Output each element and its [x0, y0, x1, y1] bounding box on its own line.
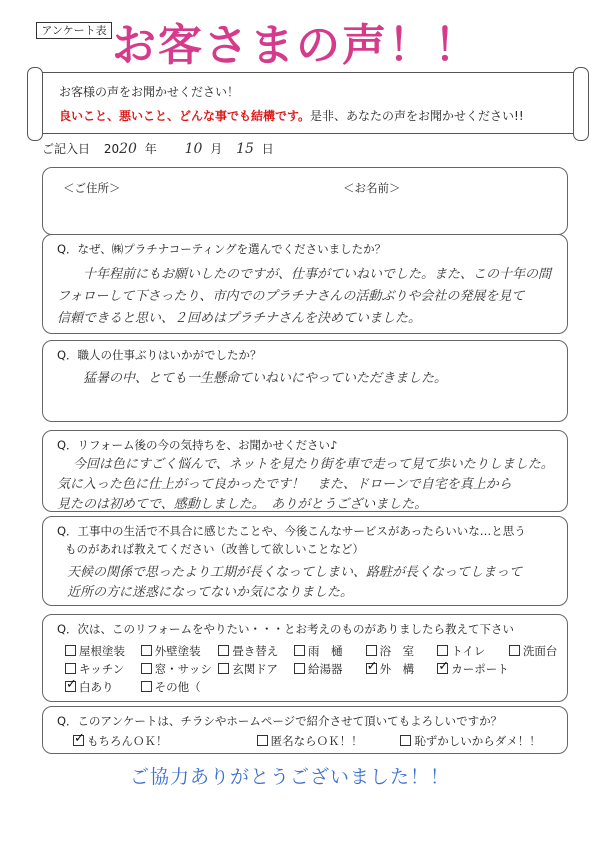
- checkbox[interactable]: [294, 645, 305, 656]
- option-carport[interactable]: ✓ カーポート: [437, 662, 509, 676]
- date-day-handwritten: 15: [236, 141, 254, 157]
- q1-answer-line: フォローして下さったり、市内でのプラチナさんの活動ぶりや会社の発展を見て: [57, 289, 525, 304]
- option-gutter[interactable]: 雨 樋: [294, 643, 362, 659]
- checkbox[interactable]: [141, 681, 152, 692]
- q4-question-line-1: Q．工事中の生活で不具合に感じたことや、今後こんなサービスがあったらいいな…と思う: [57, 524, 526, 538]
- q4-answer-line: 天候の関係で思ったより工期が長くなってしまい、路駐が長くなってしまって: [67, 565, 523, 580]
- checkbox-checked[interactable]: [366, 663, 377, 674]
- option-exterior[interactable]: ✓ 外 構: [366, 661, 434, 677]
- q2-box: [42, 340, 568, 422]
- option-no[interactable]: 恥ずかしいからダメ！！: [400, 734, 541, 748]
- q3-question: Q．リフォーム後の今の気持ちを、お聞かせください♪: [57, 438, 338, 452]
- q6-box: [42, 706, 568, 754]
- option-termite[interactable]: ✓白あり: [65, 679, 137, 695]
- date-day-unit: 日: [261, 142, 274, 156]
- date-month-handwritten: 10: [184, 141, 203, 157]
- option-entrance-door[interactable]: 玄関ドア: [218, 661, 290, 677]
- q5-box: [42, 614, 568, 702]
- option-roof-paint[interactable]: 屋根塗装: [65, 643, 137, 659]
- q3-answer-line: 今回は色にすごく悩んで、ネットを見たり街を車で走って見て歩いたりしました。: [73, 457, 554, 472]
- checkbox-checked[interactable]: [73, 735, 84, 746]
- q3-answer-line: 気に入った色に仕上がって良かったです！ また、ドローンで自宅を真上から: [57, 477, 512, 492]
- date-label: ご記入日: [42, 142, 91, 156]
- banner-line-2: [59, 107, 524, 124]
- q1-box: [42, 234, 568, 334]
- thank-you-message: ご協力ありがとうございました！！: [130, 766, 451, 788]
- checkbox[interactable]: [141, 645, 152, 656]
- fill-date: [42, 140, 274, 157]
- option-ok[interactable]: ✓もちろんＯＫ！: [73, 733, 253, 749]
- date-year-handwritten: 20: [119, 141, 137, 157]
- q3-answer-line: 見たのは初めてで、感動しました。 ありがとうございました。: [57, 497, 428, 512]
- banner-tail-text: 是非、あなたの声をお聞かせください!!: [310, 109, 524, 123]
- option-kitchen[interactable]: キッチン: [65, 661, 137, 677]
- name-label: ＜お名前＞: [343, 181, 401, 195]
- date-year-unit: 年: [144, 142, 157, 156]
- q1-answer-line: 十年程前にもお願いしたのですが、仕事がていねいでした。また、この十年の間: [83, 267, 552, 282]
- q5-options-row-3: [65, 679, 201, 695]
- checkbox[interactable]: [257, 735, 268, 746]
- checkbox[interactable]: [294, 663, 305, 674]
- checkbox[interactable]: [218, 663, 229, 674]
- address-label: ＜ご住所＞: [63, 181, 121, 195]
- checkbox-checked[interactable]: [65, 681, 76, 692]
- q1-answer-line: 信頼できると思い、２回めはプラチナさんを決めていました。: [57, 311, 422, 326]
- banner-line-1: お客様の声をお聞かせください！: [59, 85, 240, 99]
- q4-question-line-2: ものがあれば教えてください（改善して欲しいことなど）: [65, 542, 364, 556]
- q5-options-row-1: [65, 643, 557, 659]
- checkbox[interactable]: [218, 645, 229, 656]
- checkbox[interactable]: [437, 645, 448, 656]
- option-other[interactable]: その他（: [141, 680, 201, 694]
- q6-options: [73, 733, 541, 749]
- q5-options-row-2: [65, 661, 509, 677]
- checkbox[interactable]: [65, 663, 76, 674]
- banner-red-text: 良いこと、悪いこと、どんな事でも結構です。: [59, 109, 311, 123]
- checkbox[interactable]: [400, 735, 411, 746]
- checkbox[interactable]: [366, 645, 377, 656]
- option-bathroom[interactable]: 浴 室: [366, 643, 434, 659]
- q2-question: Q．職人の仕事ぶりはいかがでしたか？: [57, 348, 262, 362]
- q4-box: [42, 516, 568, 606]
- date-month-unit: 月: [210, 142, 223, 156]
- option-water-heater[interactable]: 給湯器: [294, 661, 362, 677]
- survey-tag: アンケート表: [36, 22, 112, 39]
- page-title: お客さまの声！！: [112, 20, 480, 71]
- option-wall-paint[interactable]: 外壁塗装: [141, 643, 215, 659]
- q6-question: Q．このアンケートは、チラシやホームページで紹介させて頂いてもよろしいですか？: [57, 714, 503, 728]
- checkbox[interactable]: [65, 645, 76, 656]
- q1-question: Q．なぜ、㈱プラチナコーティングを選んでくださいましたか？: [57, 242, 387, 256]
- option-anonymous-ok[interactable]: 匿名ならＯＫ！！: [257, 733, 397, 749]
- checkbox-checked[interactable]: [437, 663, 448, 674]
- checkbox[interactable]: [141, 663, 152, 674]
- date-year-prefix: 20: [103, 142, 120, 156]
- q3-box: [42, 430, 568, 512]
- intro-banner: [34, 72, 582, 134]
- q4-answer-line: 近所の方に迷惑になってないか気になりました。: [67, 585, 354, 600]
- address-box: [42, 167, 568, 235]
- option-washbasin[interactable]: 洗面台: [509, 644, 558, 658]
- option-window[interactable]: 窓・サッシ: [141, 661, 215, 677]
- option-toilet[interactable]: トイレ: [437, 643, 505, 659]
- checkbox[interactable]: [509, 645, 520, 656]
- q2-answer-line: 猛暑の中、とても一生懸命ていねいにやっていただきました。: [83, 371, 448, 386]
- q5-question: Q．次は、このリフォームをやりたい・・・とお考えのものがありましたら教えて下さい: [57, 622, 514, 636]
- option-tatami[interactable]: 畳き替え: [218, 643, 290, 659]
